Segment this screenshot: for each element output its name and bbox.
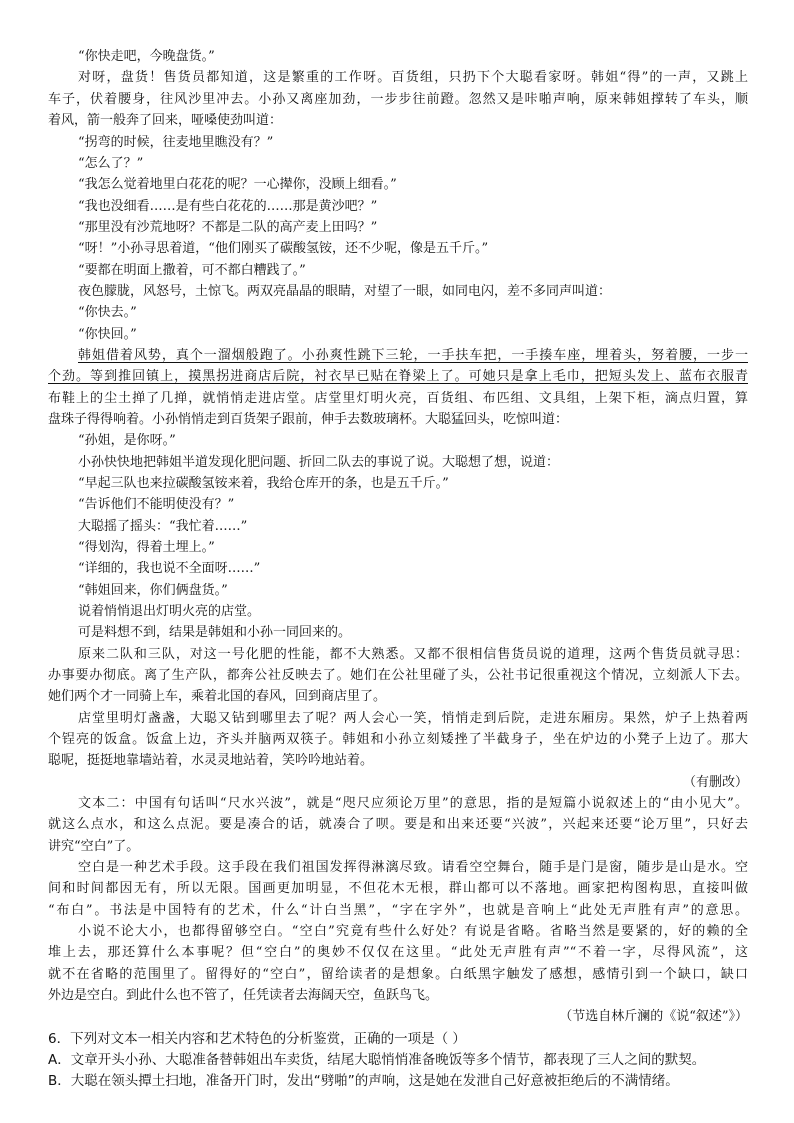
text-line: “怎么了？” xyxy=(78,156,144,171)
text-line: “那里没有沙荒地呀？不都是二队的高产麦上田吗？” xyxy=(78,220,378,235)
text-line: “布白”。书法是中国特有的艺术，什么“计白当黑”，“字在字外”，也就是音响上“此处无声胜有声”的意思。 xyxy=(48,903,748,918)
text-line: 车子，伏着腰身，往风沙里冲去。小孙又离座加劲，一步步往前蹬。忽然又是咔啪声响，原来韩姐撑转了车头，顺 xyxy=(48,92,748,107)
underlined-text: 个劲。等到推回镇上，摸黑拐进商店后院，衬衣早已贴在脊梁上了。可她只是拿上毛巾，把短头发上、蓝布衣服青 xyxy=(48,369,748,384)
text-line: 就不在省略的范围里了。留得好的“空白”，留给读者的是想象。白纸黑字触发了感想，感情引到一个缺口，缺口 xyxy=(48,967,748,982)
text-line: 原来二队和三队，对这一号化肥的性能，都不大熟悉。又都不很相信售货员说的道理，这两个售货员就寻思： xyxy=(78,647,748,662)
source-note: （有删改） xyxy=(682,775,748,790)
underlined-text-line: 韩姐借着风势，真个一溜烟般跑了。小孙爽性跳下三轮，一手扶车把，一手揍车座，埋着头，努着腰，一步一 xyxy=(78,348,748,363)
text-line: 对呀，盘货！售货员都知道，这是繁重的工作呀。百货组，只扔下个大聪看家呀。韩姐“得”的一声，又跳上 xyxy=(78,70,748,85)
option-a: A．文章开头小孙、大聪准备替韩姐出车卖货，结尾大聪悄悄准备晚饭等多个情节，都表现了三人之间的默契。 xyxy=(48,1052,706,1068)
text-line: 盘珠子得得响着。小孙悄悄走到百货架子跟前，伸手去数玻璃杯。大聪猛回头，吃惊叫道： xyxy=(48,412,569,427)
text-line: 聪呢，挺挺地靠墙站着，水灵灵地站着，笑吟吟地站着。 xyxy=(48,753,374,768)
text-line: “告诉他们不能明使没有？” xyxy=(78,497,235,512)
text-line: “得划沟，得着土埋上。” xyxy=(78,540,215,555)
text-line: “我怎么觉着地里白花花的呢？一心撵你，没顾上细看。” xyxy=(78,177,397,192)
text-line: “你快回。” xyxy=(78,327,137,342)
text-line: “详细的，我也说不全面呀……” xyxy=(78,561,261,576)
text-line: “早起三队也来拉碳酸氢铵来着，我给仓库开的条，也是五千斤。” xyxy=(78,476,449,491)
text-line: 空白是一种艺术手段。这手段在我们祖国发挥得淋漓尽致。请看空空舞台，随手是门是窗，随步是山是水。空 xyxy=(78,860,748,875)
text-line: 就这么点水，和这么点泥。要是凑合的话，就凑合了呗。要是和出来还要“兴波”，兴起来还要“论万里”，只好去 xyxy=(48,817,748,832)
text-line: 讲究“空白”了。 xyxy=(48,839,140,854)
text-line: 间和时间都因无有，所以无限。国画更加明显，不但花木无根，群山都可以不落地。画家把构图构思，直接叫做 xyxy=(48,881,748,896)
question-stem: 6．下列对文本一相关内容和艺术特色的分析鉴赏，正确的一项是（ ） xyxy=(48,1031,466,1047)
option-b: B．大聪在领头撢土扫地，准备开门时，发出“劈啪”的声响，这是她在发泄自己好意被拒绝后的不满情绪。 xyxy=(48,1073,679,1089)
text-line: “你快去。” xyxy=(78,305,137,320)
text-line: 小孙快快地把韩姐半道发现化肥问题、折回二队去的事说了说。大聪想了想，说道： xyxy=(78,455,560,470)
text-line: 可是料想不到，结果是韩姐和小孙一同回来的。 xyxy=(78,625,352,640)
text-line: 办事要办彻底。离了生产队，都奔公社反映去了。她们在公社里碰了头，公社书记很重视这个情况，立刻派人下去。 xyxy=(48,668,748,683)
text-line: 文本二：中国有句话叫“尺水兴波”，就是“咫尺应须论万里”的意思，指的是短篇小说叙述上的“由小见大”。 xyxy=(78,796,748,811)
text-line: 她们两个才一同骑上车，乘着北国的春风，回到商店里了。 xyxy=(48,689,387,704)
text-line xyxy=(48,368,748,386)
text-line: 说着悄悄退出灯明火亮的店堂。 xyxy=(78,604,261,619)
source-note: （节选自林斤澜的《说“叙述”》） xyxy=(559,1009,748,1024)
text-line: “我也没细看……是有些白花花的……那是黄沙吧？” xyxy=(78,199,378,214)
text-line: 外边是空白。到此什么也不管了，任凭读者去海阔天空，鱼跃鸟飞。 xyxy=(48,988,439,1003)
text-line: 大聪摇了摇头：“我忙着……” xyxy=(78,519,248,534)
text-line: 着风，箭一般奔了回来，哑嗓使劲叫道： xyxy=(48,113,283,128)
text-line: 个锃亮的饭盒。饭盒上边，齐头并脑两双筷子。韩姐和小孙立刻矮挫了半截身子，坐在炉边的小凳子上边了。那大 xyxy=(48,732,748,747)
text-line: 夜色朦胧，风怒号，土惊飞。两双亮晶晶的眼睛，对望了一眼，如同电闪，差不多同声叫道： xyxy=(78,284,612,299)
text-line: “拐弯的时候，往麦地里瞧没有？” xyxy=(78,135,274,150)
text-line: 堆上去，那还算什么本事呢？但“空白”的奥妙不仅仅在这里。“此处无声胜有声”“不着一字，尽得风流”，这 xyxy=(48,945,748,960)
text-line: “要都在明面上撒着，可不都白糟践了。” xyxy=(78,263,306,278)
text-line: 店堂里明灯盏盏，大聪又钻到哪里去了呢？两人会心一笑，悄悄走到后院，走进东厢房。果然，炉子上热着两 xyxy=(78,711,748,726)
text-line: 布鞋上的尘土掸了几掸，就悄悄走进店堂。店堂里灯明火亮，百货组、布匹组、文具组，上架下柜，滴点归置，算 xyxy=(48,391,748,406)
text-line: “韩姐回来，你们俩盘货。” xyxy=(78,583,228,598)
text-line: 小说不论大小，也都得留够空白。“空白”究竟有些什么好处？有说是省略。省略当然是要紧的，好的赖的全 xyxy=(78,924,748,939)
text-line: “呀！”小孙寻思着道，“他们刚买了碳酸氢铵，还不少呢，像是五千斤。” xyxy=(78,241,489,256)
text-line: “孙姐，是你呀。” xyxy=(78,433,176,448)
text-line: “你快走吧，今晚盘货。” xyxy=(78,49,215,64)
